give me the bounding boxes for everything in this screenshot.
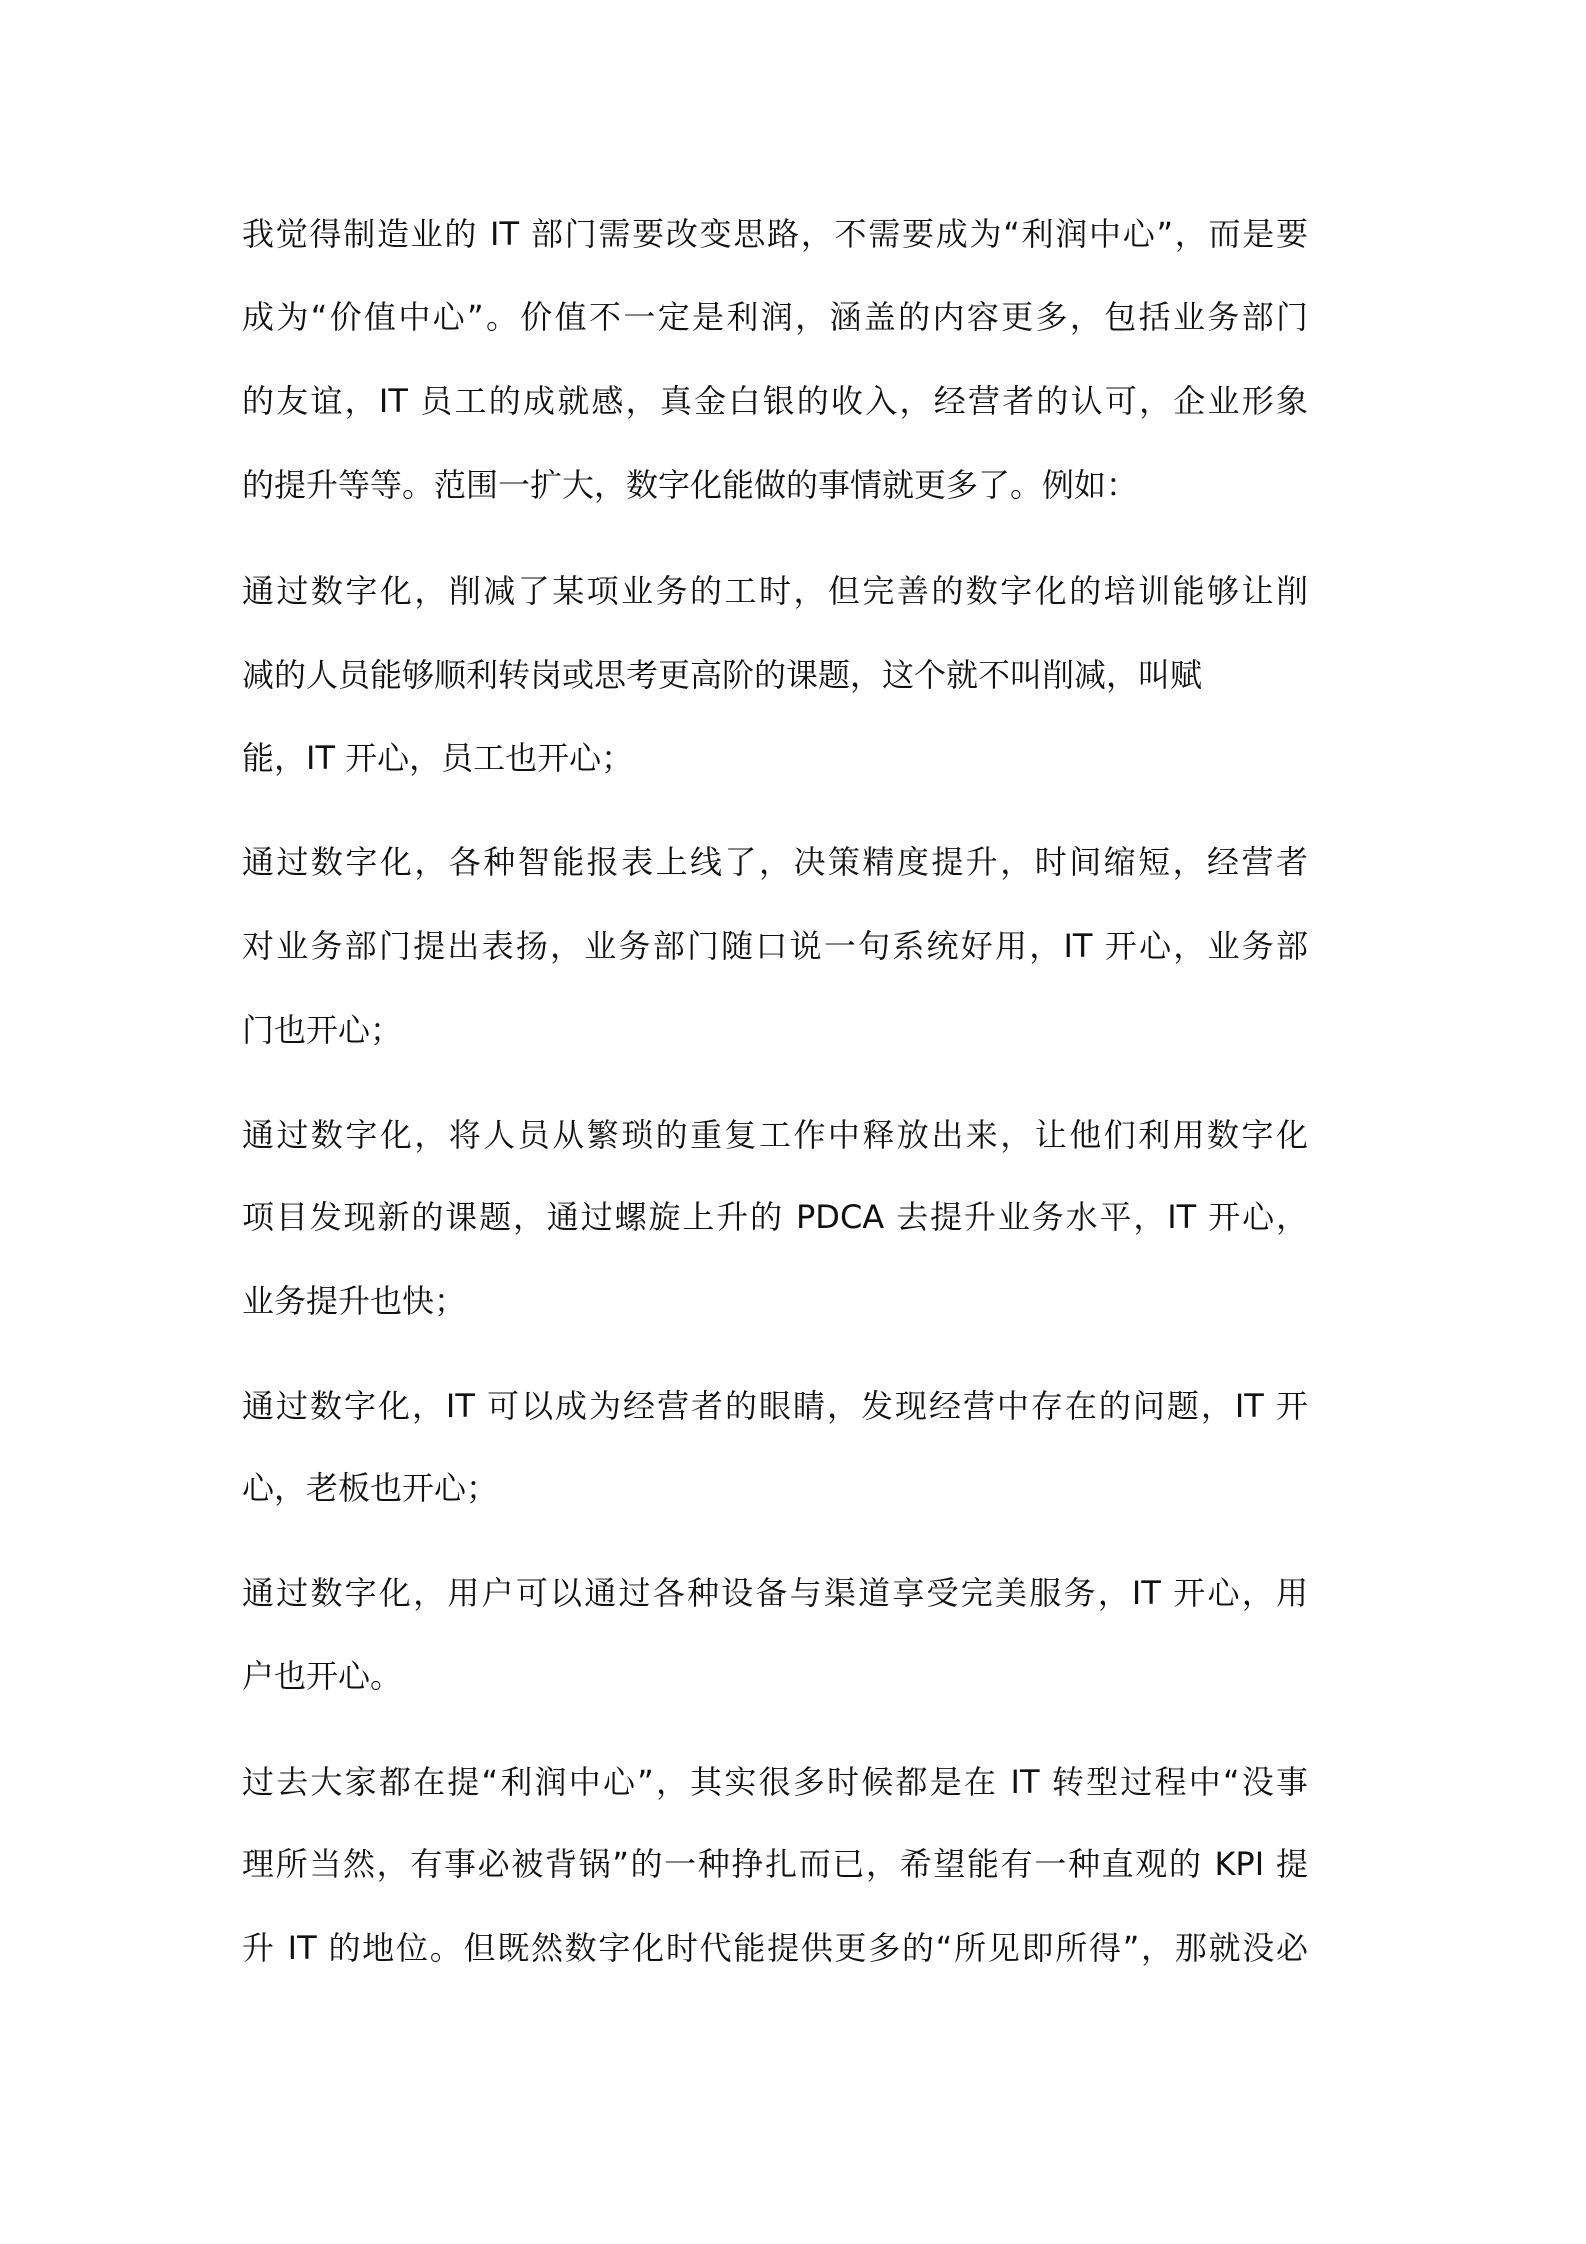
text-line: 成为“价值中心”。价值不一定是利润，涵盖的内容更多，包括业务部门 (242, 298, 1308, 336)
text-line: 项目发现新的课题，通过螺旋上升的 PDCA 去提升业务水平，IT 开心， (242, 1198, 1308, 1236)
text-line: 的友谊，IT 员工的成就感，真金白银的收入，经营者的认可，企业形象 (242, 382, 1308, 420)
text-line: 对业务部门提出表扬，业务部门随口说一句系统好用，IT 开心，业务部 (242, 927, 1308, 965)
text-line: 理所当然，有事必被背锅”的一种挣扎而已，希望能有一种直观的 KPI 提 (242, 1845, 1308, 1883)
text-line: 减的人员能够顺利转岗或思考更高阶的课题，这个就不叫削减，叫赋 (242, 656, 1203, 694)
text-line: 户也开心。 (242, 1657, 403, 1695)
text-line: 的提升等等。范围一扩大，数字化能做的事情就更多了。例如： (242, 466, 1139, 504)
text-line: 通过数字化，将人员从繁琐的重复工作中释放出来，让他们利用数字化 (242, 1116, 1308, 1154)
text-line: 通过数字化，削减了某项业务的工时，但完善的数字化的培训能够让削 (242, 572, 1308, 610)
text-line: 通过数字化，各种智能报表上线了，决策精度提升，时间缩短，经营者 (242, 843, 1308, 881)
text-line: 业务提升也快； (242, 1282, 467, 1320)
text-line: 心，老板也开心； (242, 1469, 499, 1507)
text-line: 我觉得制造业的 IT 部门需要改变思路，不需要成为“利润中心”，而是要 (242, 215, 1308, 253)
text-line: 通过数字化，用户可以通过各种设备与渠道享受完美服务，IT 开心，用 (242, 1574, 1308, 1612)
text-line: 过去大家都在提“利润中心”，其实很多时候都是在 IT 转型过程中“没事 (242, 1763, 1308, 1801)
text-line: 通过数字化，IT 可以成为经营者的眼睛，发现经营中存在的问题，IT 开 (242, 1387, 1308, 1425)
text-line: 升 IT 的地位。但既然数字化时代能提供更多的“所见即所得”，那就没必 (242, 1929, 1308, 1967)
text-line: 门也开心； (242, 1011, 403, 1049)
text-line: 能，IT 开心，员工也开心； (242, 739, 634, 777)
